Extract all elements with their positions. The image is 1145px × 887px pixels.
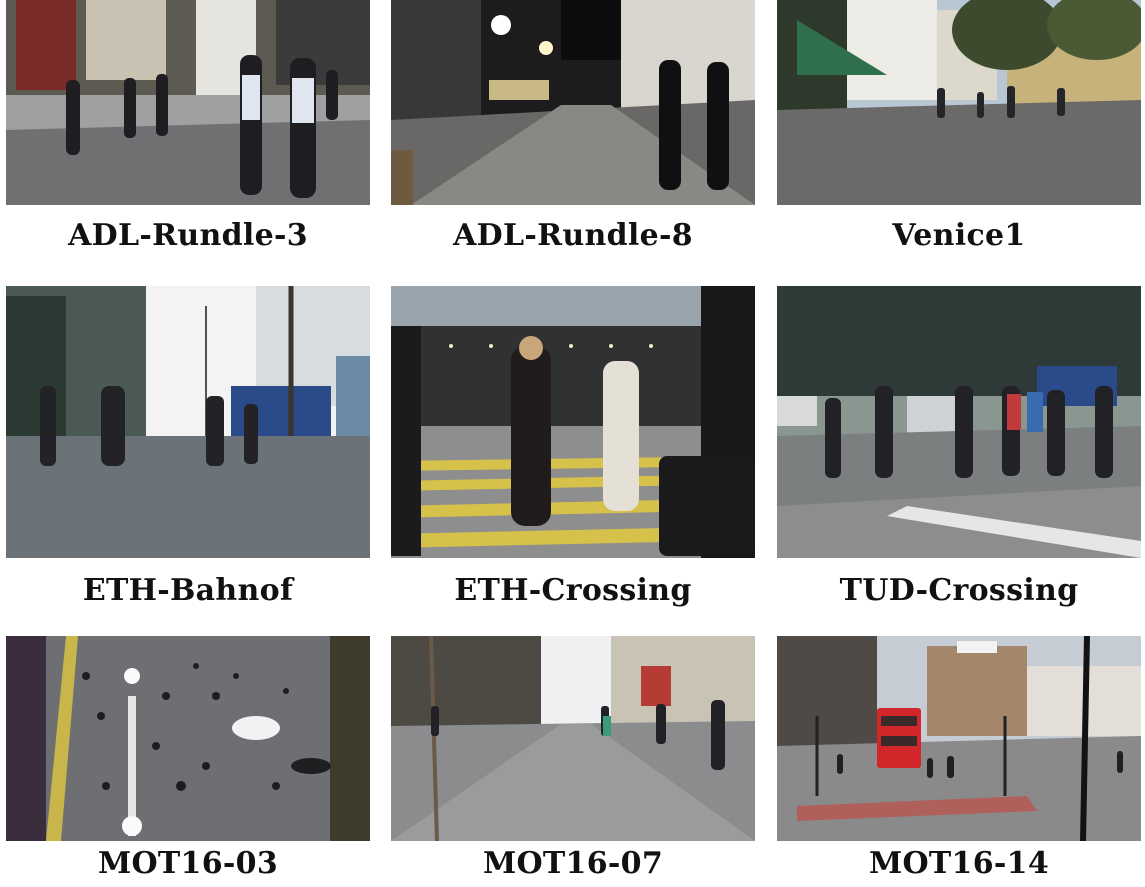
- scene-image-tud-crossing: [777, 286, 1141, 558]
- panel-caption: Venice1: [892, 218, 1026, 253]
- scene-image-adl-rundle-3: [6, 0, 370, 205]
- scene-image-mot16-14: [777, 636, 1141, 841]
- panel-caption: MOT16-07: [482, 846, 663, 881]
- scene-image-eth-crossing: [391, 286, 755, 558]
- panel-caption: ETH-Crossing: [454, 573, 692, 608]
- panel-caption: ADL-Rundle-3: [68, 218, 308, 253]
- scene-image-eth-bahnof: [6, 286, 370, 558]
- panel-caption: ETH-Bahnof: [82, 573, 294, 608]
- scene-image-mot16-07: [391, 636, 755, 841]
- panel-caption: ADL-Rundle-8: [453, 218, 693, 253]
- panel-caption: MOT16-14: [868, 846, 1049, 881]
- scene-image-venice1: [777, 0, 1141, 205]
- scene-image-adl-rundle-8: [391, 0, 755, 205]
- panel-caption: TUD-Crossing: [839, 573, 1079, 608]
- panel-caption: MOT16-03: [97, 846, 278, 881]
- scene-image-mot16-03: [6, 636, 370, 841]
